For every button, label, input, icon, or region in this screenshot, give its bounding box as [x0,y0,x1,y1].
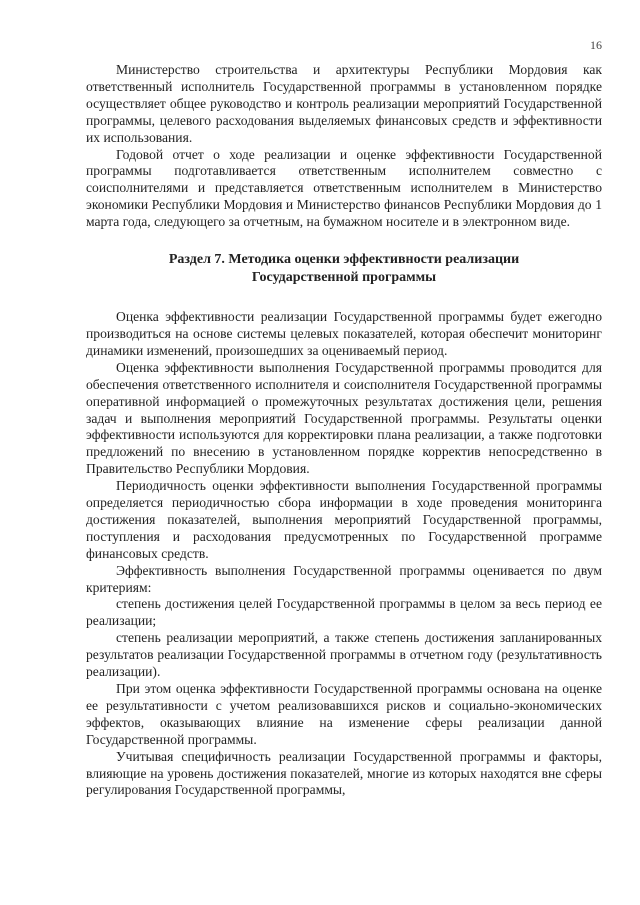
paragraph: Оценка эффективности выполнения Государственной программы проводится для обеспечения ответственного исполнителя и соисполнителя Государственной программы оперативной информацией о промежуточных результатах достижения цели, решения задач и выполнения мероприятий Государственной программы. Результаты оценки эффективности используются для корректировки плана реализации, а также подготовки предложений по внесению в установленном порядке корректив непосредственно в Правительство Республики Мордовия. [86,359,602,477]
paragraph: Министерство строительства и архитектуры Республики Мордовия как ответственный исполнитель Государственной программы в установленном порядке осуществляет общее руководство и контроль реализации мероприятий Государственной программы, целевого расходования выделяемых финансовых средств и эффективности их использования. [86,62,602,145]
section-heading [86,251,602,287]
paragraph: Эффективность выполнения Государственной программы оценивается по двум критериям: [86,562,602,595]
paragraph: Учитывая специфичность реализации Государственной программы и факторы, влияющие на уровень достижения показателей, многие из которых находятся вне сферы регулирования Государственной программы, [86,748,602,798]
criterion-item: степень реализации мероприятий, а также степень достижения запланированных результатов реализации Государственной программы в отчетном году (результативность реализации). [86,630,602,680]
section-heading-line1: Раздел 7. Методика оценки эффективности реализации [168,252,520,268]
paragraph: Годовой отчет о ходе реализации и оценке эффективности Государственной программы подготавливается ответственным исполнителем совместно с соисполнителями и представляется ответственным исполнителем в Министерство экономики Республики Мордовия и Министерство финансов Республики Мордовия до 1 марта года, следующего за отчетным, на бумажном носителе и в электронном виде. [86,146,602,230]
paragraph: Оценка эффективности реализации Государственной программы будет ежегодно производиться на основе системы целевых показателей, которая обеспечит мониторинг динамики изменений, произошедших за оцениваемый период. [86,309,602,358]
paragraph: При этом оценка эффективности Государственной программы основана на оценке ее результативности с учетом реализовавшихся рисков и социально-экономических эффектов, оказывающих влияние на изменение сферы реализации данной Государственной программы. [86,681,602,747]
paragraph: Периодичность оценки эффективности выполнения Государственной программы определяется периодичностью сбора информации в ходе проведения мониторинга достижения показателей, выполнения мероприятий Государственной программы, поступления и расходования предусмотренных по Государственной программе финансовых средств. [86,478,602,561]
document-body [86,62,602,799]
page-number: 16 [590,38,602,52]
criterion-item: степень достижения целей Государственной программы в целом за весь период ее реализации; [86,596,602,629]
section-heading-line2: Государственной программы [251,270,437,286]
